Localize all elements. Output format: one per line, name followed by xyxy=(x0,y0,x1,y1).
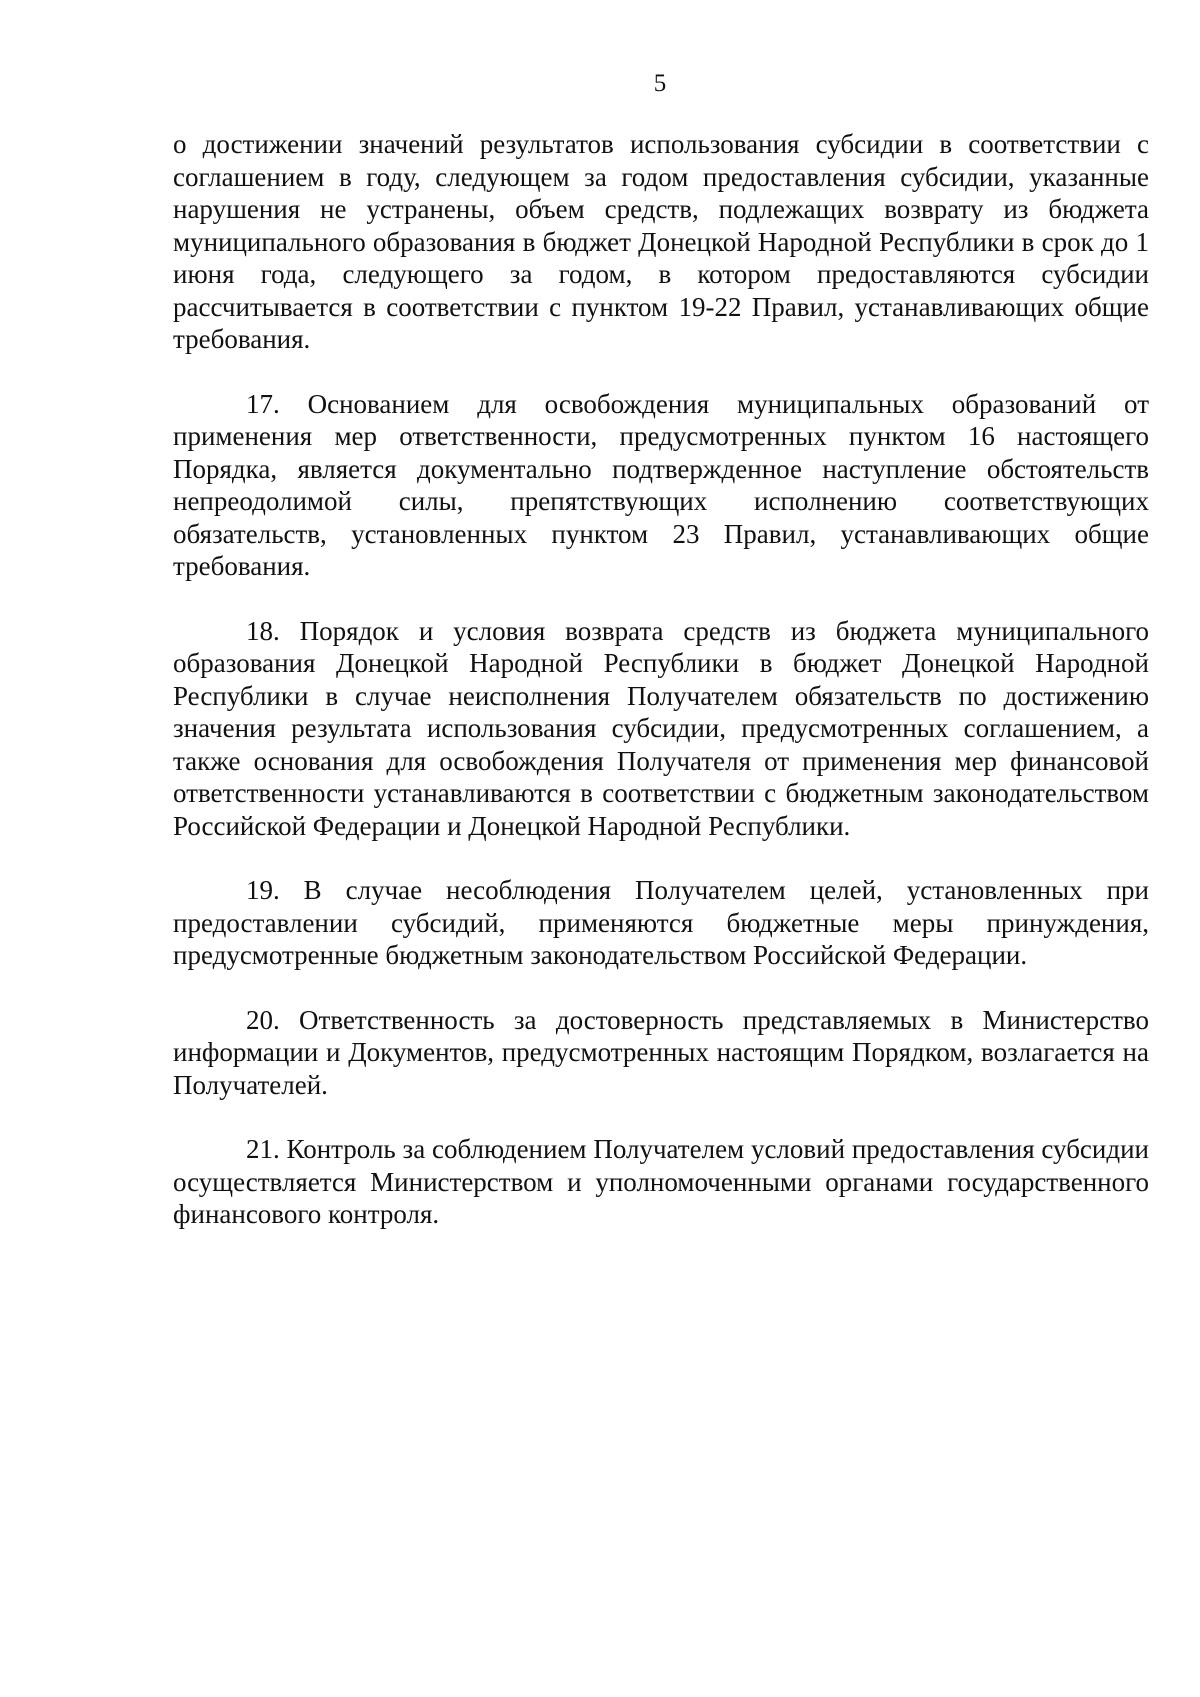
document-body xyxy=(173,128,1149,1231)
paragraph-20: 20. Ответственность за достоверность представляемых в Министерство информации и Документов, предусмотренных настоящим Порядком, возлагается на Получателей. xyxy=(173,1004,1149,1100)
paragraph-18: 18. Порядок и условия возврата средств из бюджета муниципального образования Донецкой Народной Республики в бюджет Донецкой Народной Республики в случае неисполнения Получателем обязательств по достижению значения результата использования субсидии, предусмотренных соглашением, а также основания для освобождения Получателя от применения мер финансовой ответственности устанавливаются в соответствии с бюджетным законодательством Российской Федерации и Донецкой Народной Республики. xyxy=(173,615,1149,841)
paragraph-continuation: о достижении значений результатов использования субсидии в соответствии с соглашением в году, следующем за годом предоставления субсидии, указанные нарушения не устранены, объем средств, подлежащих возврату из бюджета муниципального образования в бюджет Донецкой Народной Республики в срок до 1 июня года, следующего за годом, в котором предоставляются субсидии рассчитывается в соответствии с пунктом 19-22 Правил, устанавливающих общие требования. xyxy=(173,129,1149,354)
page-number: 5 xyxy=(653,70,667,97)
paragraph-19: 19. В случае несоблюдения Получателем целей, установленных при предоставлении субсидий, применяются бюджетные меры принуждения, предусмотренные бюджетным законодательством Российской Федерации. xyxy=(173,875,1149,970)
paragraph-17: 17. Основанием для освобождения муниципальных образований от применения мер ответственности, предусмотренных пунктом 16 настоящего Порядка, является документально подтвержденное наступление обстоятельств непреодолимой силы, препятствующих исполнению соответствующих обязательств, установленных пунктом 23 Правил, устанавливающих общие требования. xyxy=(173,388,1149,581)
paragraph-21: 21. Контроль за соблюдением Получателем условий предоставления субсидии осуществляется Министерством и уполномоченными органами государственного финансового контроля. xyxy=(173,1134,1149,1229)
